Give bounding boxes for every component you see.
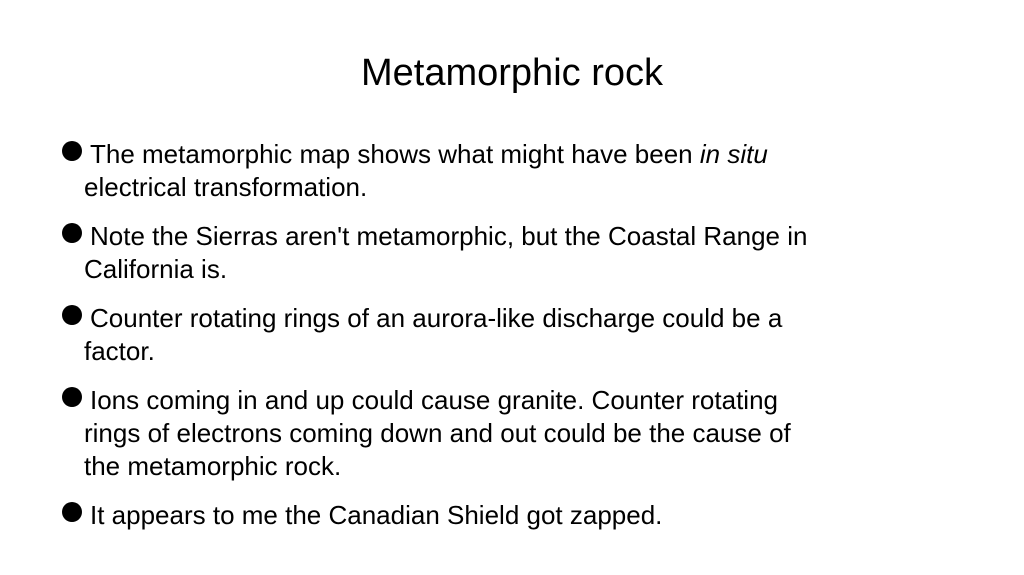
bullet-text: Counter rotating rings of an aurora-like discharge could be a <box>90 303 783 333</box>
bullet-text: Note the Sierras aren't metamorphic, but the Coastal Range in <box>90 221 808 251</box>
bullet-text: It appears to me the Canadian Shield got zapped. <box>90 500 663 530</box>
slide-title: Metamorphic rock <box>361 52 663 94</box>
bullet-text: The metamorphic map shows what might have been in situ <box>90 139 768 169</box>
italic-term: in situ <box>699 139 768 169</box>
bullet-dot-icon <box>62 502 82 522</box>
bullet-item <box>60 499 960 532</box>
bullet-item <box>60 384 960 483</box>
bullet-dot-icon <box>62 223 82 243</box>
bullet-item <box>60 138 960 204</box>
bullet-dot-icon <box>62 141 82 161</box>
bullet-list <box>60 138 960 548</box>
bullet-text-continuation: California is. <box>84 254 228 284</box>
bullet-text-continuation: electrical transformation. <box>84 172 368 202</box>
bullet-text: Ions coming in and up could cause granite. Counter rotating <box>90 385 778 415</box>
bullet-text-continuation: rings of electrons coming down and out could be the cause of <box>84 418 791 448</box>
bullet-dot-icon <box>62 387 82 407</box>
bullet-item <box>60 302 960 368</box>
bullet-text-continuation: the metamorphic rock. <box>84 451 342 481</box>
bullet-text-continuation: factor. <box>84 336 155 366</box>
bullet-dot-icon <box>62 305 82 325</box>
bullet-item <box>60 220 960 286</box>
